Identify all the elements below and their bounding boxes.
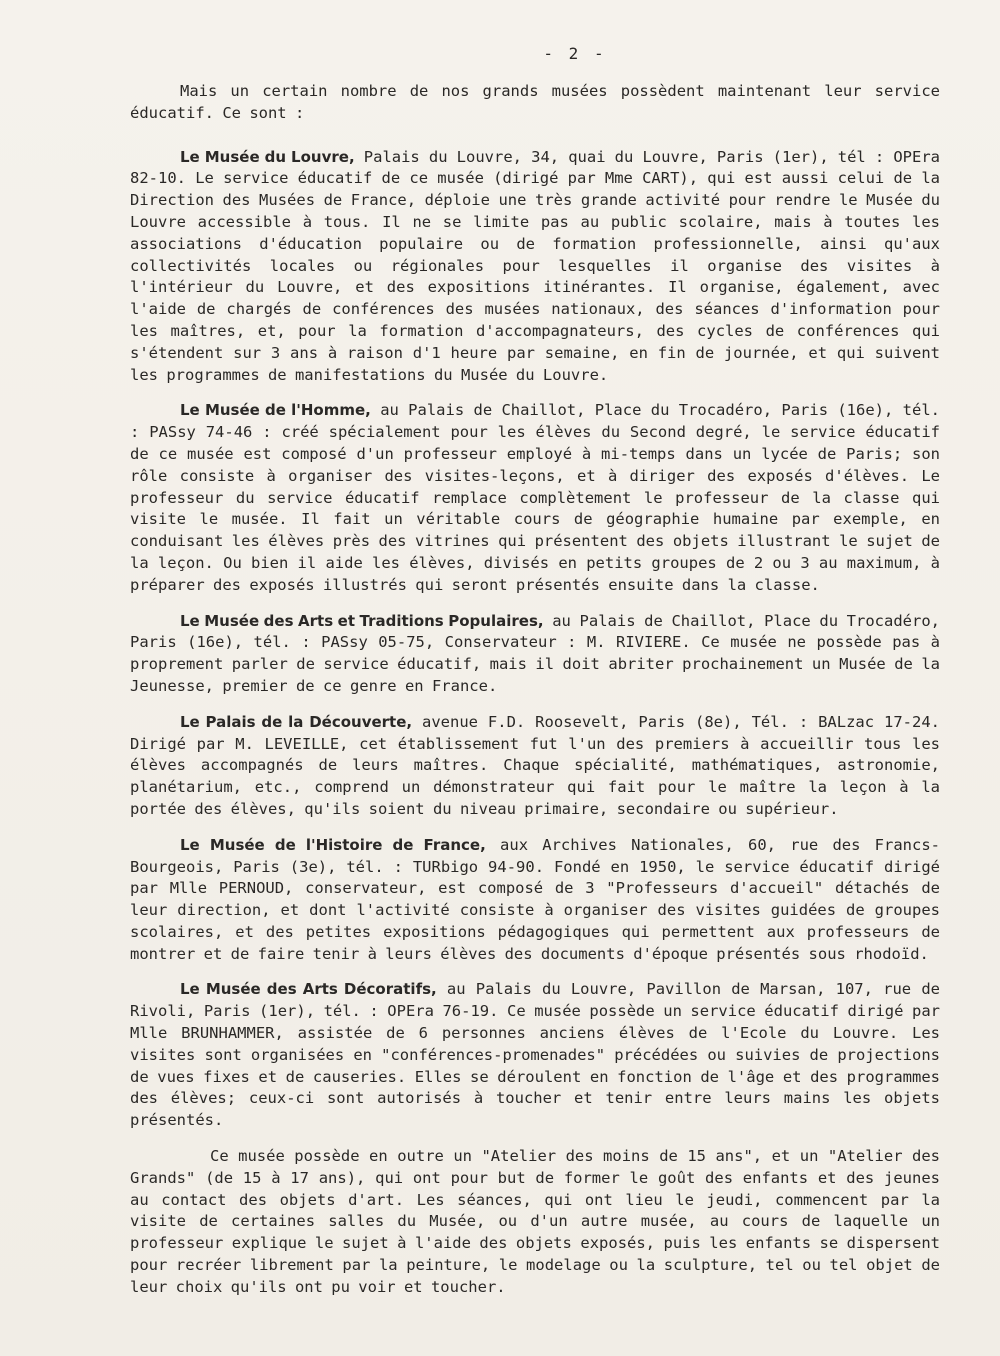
museum-name: Le Musée du Louvre, bbox=[180, 147, 355, 166]
museum-name: Le Musée des Arts Décoratifs, bbox=[180, 980, 437, 999]
section-text: Palais du Louvre, 34, quai du Louvre, Paris (1er), tél : OPEra 82-10. Le service éducatif de ce musée (dirigé par Mme CART), qui est aussi celui de la Direction des Musées de France, déploie une très grande activité pour rendre le Musée du Louvre accessible à tous. Il ne se limite pas au public scolaire, mais à toutes les associations d'éducation populaire ou de formation professionnelle, ainsi qu'aux collectivités locales ou régionales pour lesquelles il organise des visites à l'intérieur du Louvre, et des expositions itinérantes. Il organise, également, avec l'aide de chargés de conférences des musées nationaux, des séances d'information pour les maîtres, et, pour la formation d'accompagnateurs, des cycles de conférences qui s'étendent sur 3 ans à raison d'1 heure par semaine, en fin de journée, et qui suivent les programmes de manifestations du Musée du Louvre. bbox=[130, 147, 940, 384]
section-musee-homme bbox=[130, 400, 940, 596]
section-text: aux Archives Nationales, 60, rue des Francs-Bourgeois, Paris (3e), tél. : TURbigo 94-90. Fondé en 1950, le service éducatif dirigé par Mlle PERNOUD, conservateur, est composé de 3 "Professeurs d'accueil" détachés de leur direction, et dont l'activité consiste à organiser des visites guidées de groupes scolaires, et des petites expositions pédagogiques qui permettent aux professeurs de montrer et de faire tenir à leurs élèves des documents d'époque présentés sous rhodoïd. bbox=[130, 835, 940, 963]
section-histoire-france bbox=[130, 835, 940, 966]
section-arts-traditions bbox=[130, 611, 940, 698]
section-palais-decouverte bbox=[130, 712, 940, 821]
section-arts-decoratifs bbox=[130, 979, 940, 1132]
museum-name: Le Palais de la Découverte, bbox=[180, 712, 413, 731]
section-louvre bbox=[130, 147, 940, 387]
section-text: avenue F.D. Roosevelt, Paris (8e), Tél. : BALzac 17-24. Dirigé par M. LEVEILLE, cet établissement fut l'un des premiers à accueillir tous les élèves accompagnés de leurs maîtres. Chaque spécialité, mathématiques, astronomie, planétarium, etc., comprend un démonstrateur qui fait pour le maître la leçon à la portée des élèves, qu'ils soient du niveau primaire, secondaire ou supérieur. bbox=[130, 712, 940, 818]
section-text: au Palais de Chaillot, Place du Trocadéro, Paris (16e), tél. : PASsy 74-46 : créé spécialement pour les élèves du Second degré, le service éducatif de ce musée est composé d'un professeur employé à mi-temps dans un lycée de Paris; son rôle consiste à organiser des visites-leçons, et à diriger des exposés d'élèves. Le professeur du service éducatif remplace complètement le professeur de la classe qui visite le musée. Il fait un véritable cours de géographie humaine par exemple, en conduisant les élèves près des vitrines qui présentent des objets illustrant le sujet de la leçon. Ou bien il aide les élèves, divisés en petits groupes de 2 ou 3 au maximum, à préparer des exposés illustrés qui seront présentés ensuite dans la classe. bbox=[130, 401, 940, 594]
page-number: - 2 - bbox=[543, 44, 607, 63]
museum-name: Le Musée de l'Homme, bbox=[180, 401, 371, 420]
museum-name: Le Musée des Arts et Traditions Populaires, bbox=[180, 611, 544, 630]
section-text: au Palais du Louvre, Pavillon de Marsan, 107, rue de Rivoli, Paris (1er), tél. : OPEra 76-19. Ce musée possède un service éducatif dirigé par Mlle BRUNHAMMER, assistée de 6 personnes anciens élèves de l'Ecole du Louvre. Les visites sont organisées en "conférences-promenades" précédées ou suivies de projections de vues fixes et de causeries. Elles se déroulent en fonction de l'âge et des programmes des élèves; ceux-ci sont autorisés à toucher et tenir entre leurs mains les objets présentés. bbox=[130, 980, 941, 1130]
section-text: au Palais de Chaillot, Place du Trocadéro, Paris (16e), tél. : PASsy 05-75, Conservateur : M. RIVIERE. Ce musée ne possède pas à proprement parler de service éducatif, mais il doit abriter prochainement un Musée de la Jeunesse, premier de ce genre en France. bbox=[130, 611, 940, 695]
closing-paragraph: Ce musée possède en outre un "Atelier des moins de 15 ans", et un "Atelier des Grands" (de 15 à 17 ans), qui ont pour but de former le goût des enfants et des jeunes au contact des objets d'art. Les séances, qui ont lieu le jeudi, commencent par la visite de certaines salles du Musée, ou d'un autre musée, au cours de laquelle un professeur explique le sujet à l'aide des objets exposés, puis les enfants se dispersent pour recréer librement par la peinture, le modelage ou la sculpture, tel ou tel objet de leur choix qu'ils ont pu voir et toucher. bbox=[130, 1147, 940, 1296]
intro-paragraph: Mais un certain nombre de nos grands musées possèdent maintenant leur service éducatif. Ce sont : bbox=[130, 82, 940, 122]
museum-name: Le Musée de l'Histoire de France, bbox=[180, 835, 486, 854]
